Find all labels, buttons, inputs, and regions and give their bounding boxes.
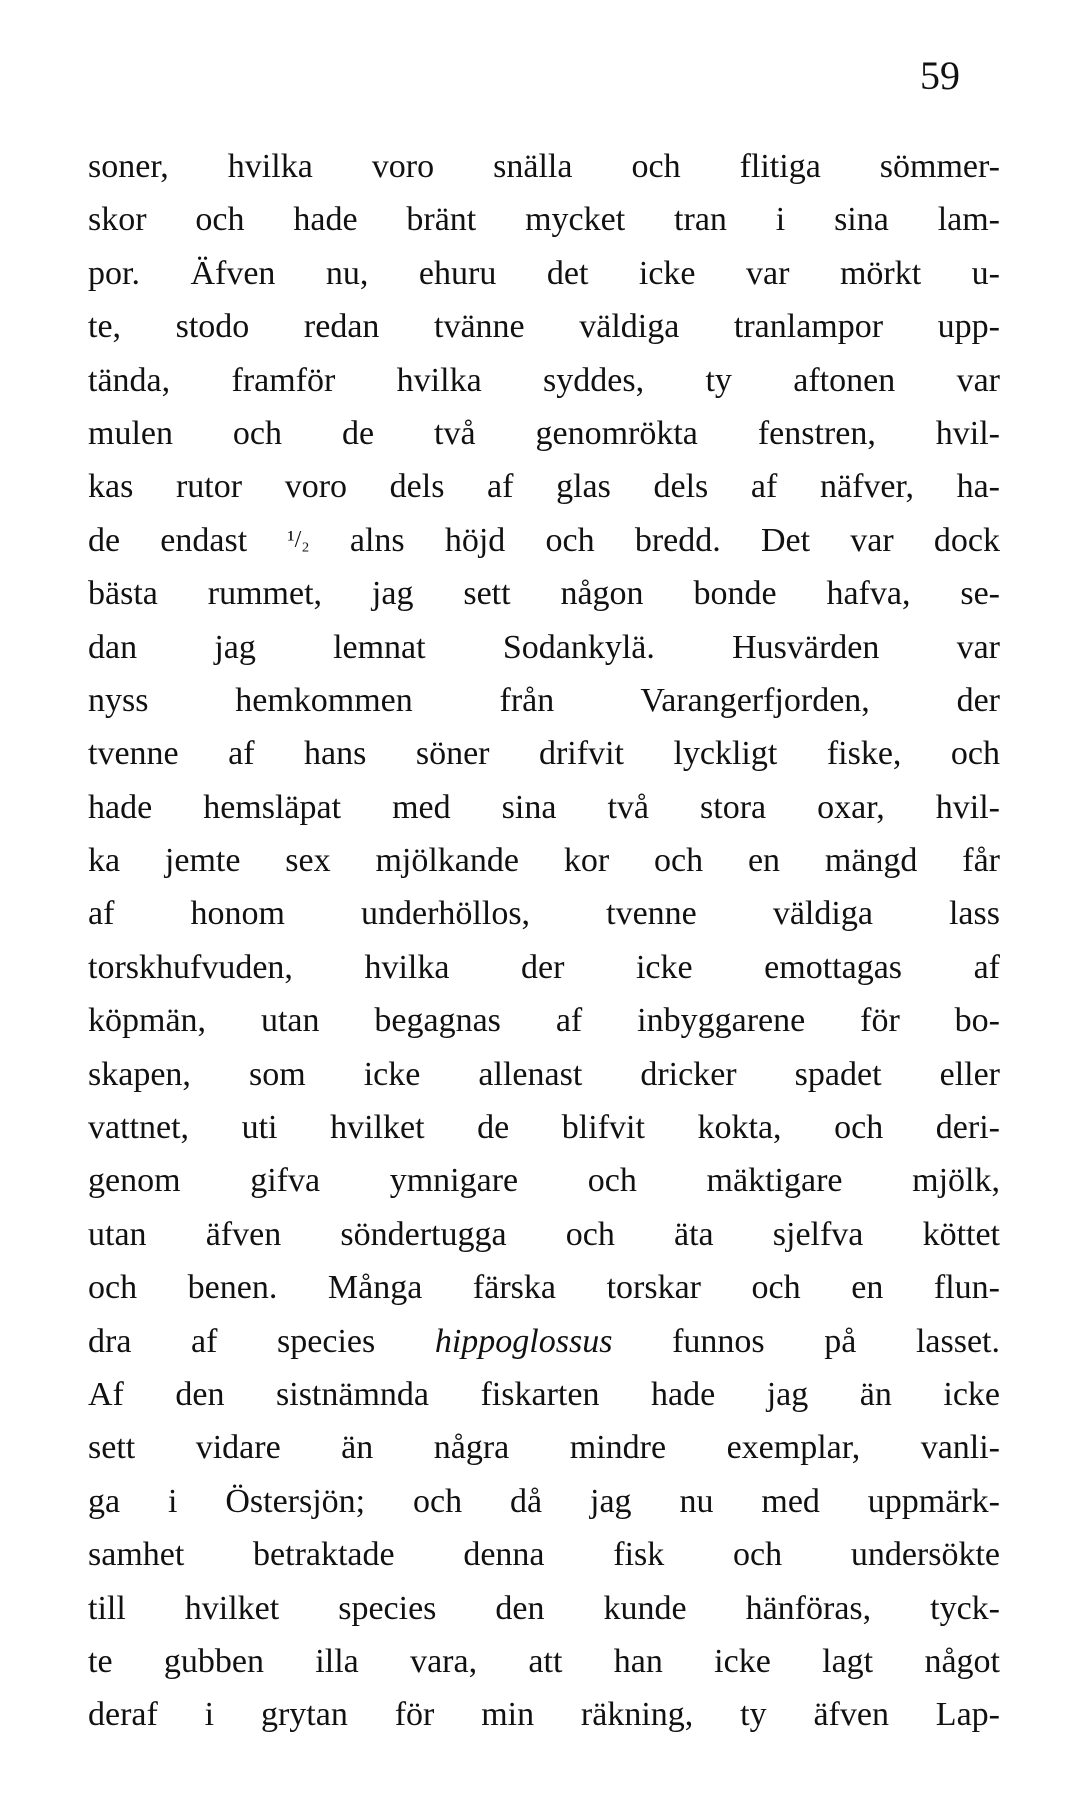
text-segment: de endast [88,521,288,559]
text-line-italic [88,1315,1000,1368]
text-line: Af den sistnämnda fiskarten hade jag än icke [88,1375,1000,1413]
text-line-fraction [88,514,1000,567]
text-line: tända, framför hvilka syddes, ty aftonen var [88,361,1000,399]
text-line: genom gifva ymnigare och mäktigare mjölk, [88,1162,1000,1200]
fraction: ¹/₂ [287,526,310,553]
text-line: te gubben illa vara, att han icke lagt något [88,1642,1000,1680]
text-line: mulen och de två genomrökta fenstren, hvil- [88,414,1000,452]
text-line: torskhufvuden, hvilka der icke emottagas af [88,948,1000,986]
text-line: till hvilket species den kunde hänföras, tyck- [88,1589,1000,1627]
text-line: skor och hade bränt mycket tran i sina lam- [88,201,1000,239]
body-text [88,140,1000,1742]
text-line: dan jag lemnat Sodankylä. Husvärden var [88,628,1000,666]
text-line: kas rutor voro dels af glas dels af näfver, ha- [88,468,1000,506]
text-line: och benen. Många färska torskar och en flun- [88,1269,1000,1307]
species-name: hippoglossus [434,1322,613,1360]
text-line: deraf i grytan för min räkning, ty äfven Lap- [88,1696,1000,1734]
text-segment: funnos på lasset. [612,1322,1000,1360]
text-line: soner, hvilka voro snälla och flitiga sömmer- [88,148,1000,185]
text-line: nyss hemkommen från Varangerfjorden, der [88,681,1000,719]
text-line: samhet betraktade denna fisk och undersökte [88,1536,1000,1574]
text-line: af honom underhöllos, tvenne väldiga lass [88,895,1000,933]
text-segment: alns höjd och bredd. Det var dock [309,521,1000,559]
text-line: bästa rummet, jag sett någon bonde hafva, se- [88,575,1000,613]
text-line: ga i Östersjön; och då jag nu med uppmärk- [88,1482,1000,1520]
text-line: por. Äfven nu, ehuru det icke var mörkt u- [88,254,1000,292]
text-line: hade hemsläpat med sina två stora oxar, hvil- [88,788,1000,826]
text-line: te, stodo redan tvänne väldiga tranlampor upp- [88,308,1000,346]
text-line: tvenne af hans söner drifvit lyckligt fiske, och [88,735,1000,773]
text-line: ka jemte sex mjölkande kor och en mängd får [88,842,1000,880]
text-line: vattnet, uti hvilket de blifvit kokta, och deri- [88,1109,1000,1147]
text-line: köpmän, utan begagnas af inbyggarene för bo- [88,1002,1000,1040]
text-line: utan äfven söndertugga och äta sjelfva köttet [88,1215,1000,1253]
text-line: sett vidare än några mindre exemplar, vanli- [88,1429,1000,1467]
page-number: 59 [920,53,960,98]
text-segment: dra af species [88,1322,435,1360]
text-line: skapen, som icke allenast dricker spadet eller [88,1055,1000,1093]
